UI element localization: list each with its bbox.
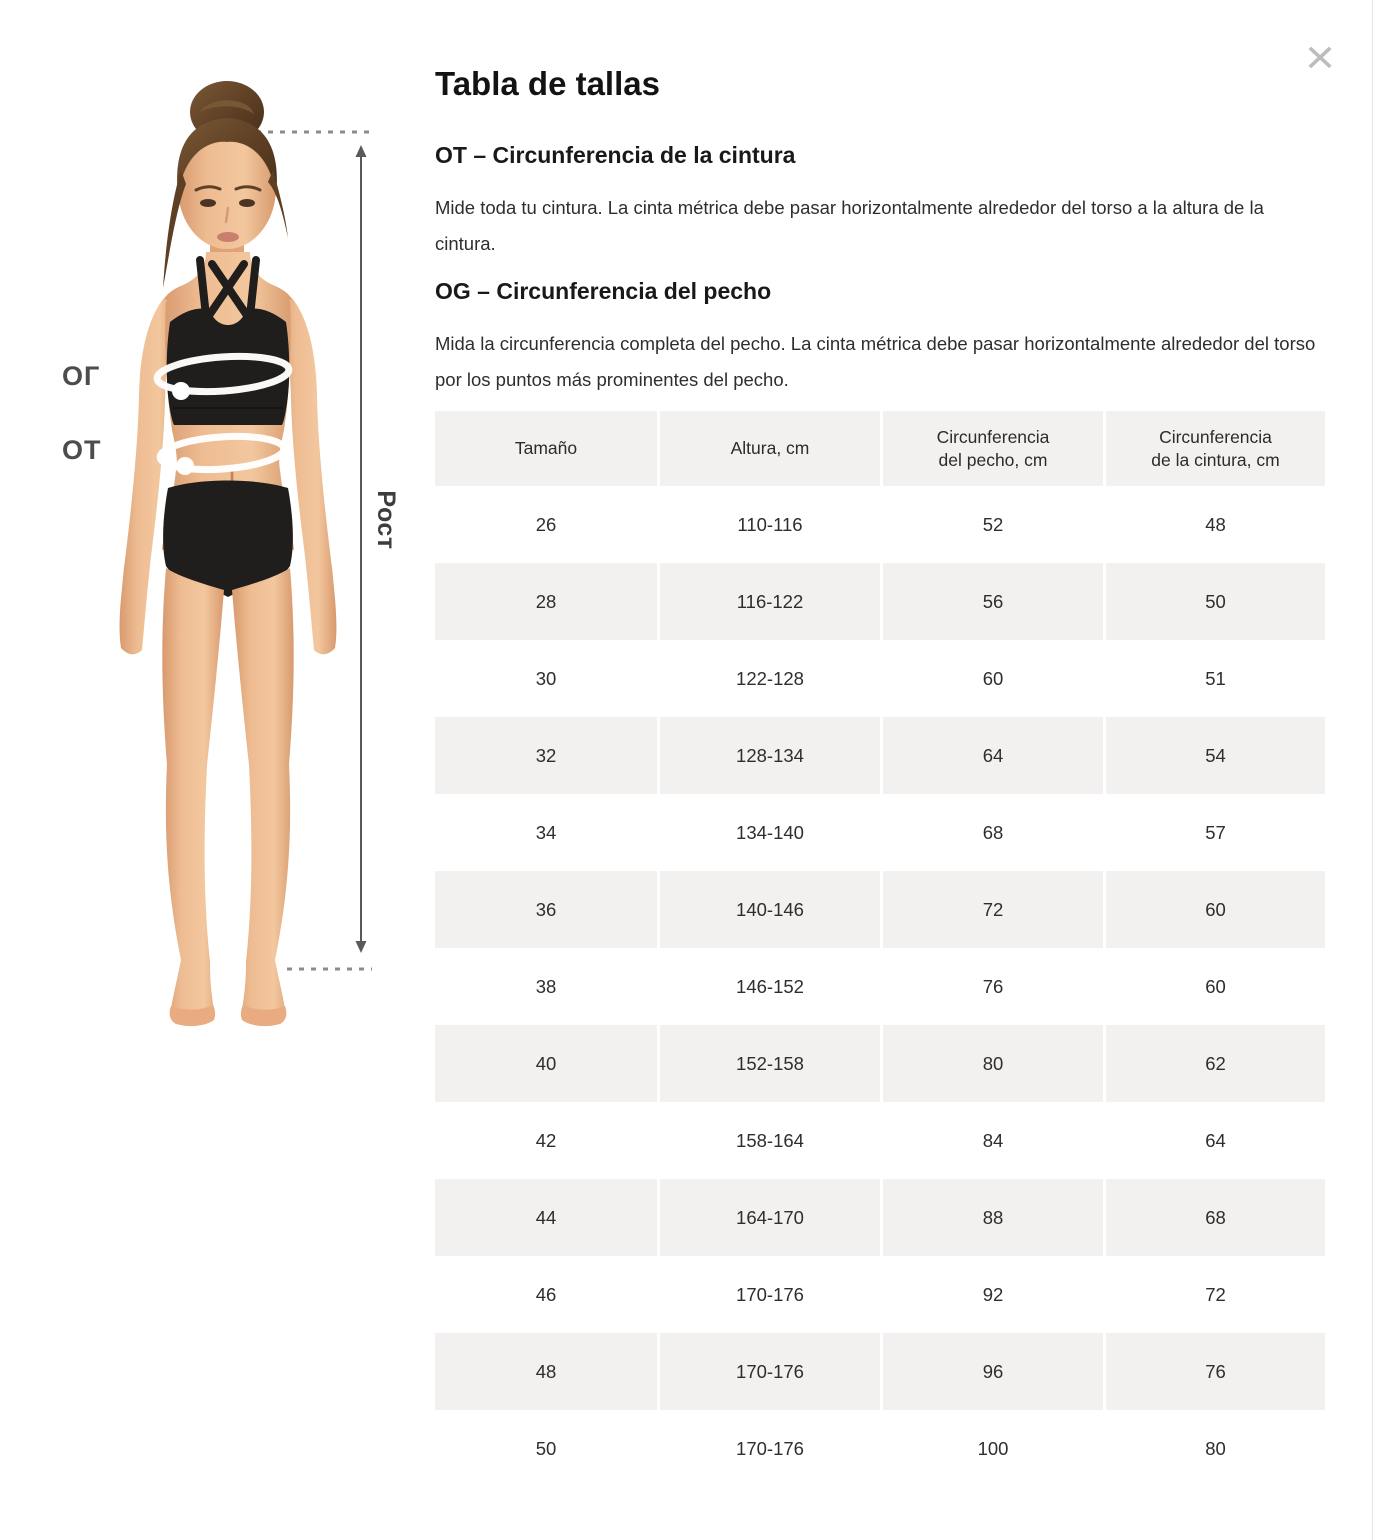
- table-cell: 158-164: [736, 1129, 804, 1151]
- table-cell: 32: [435, 717, 657, 794]
- figure-illustration: [0, 0, 430, 1080]
- table-row: [435, 1102, 1325, 1179]
- table-cell: 50: [1106, 563, 1325, 640]
- table-cell: 30: [535, 667, 557, 689]
- table-row: [435, 717, 1325, 794]
- table-cell: 68: [1106, 1179, 1325, 1256]
- table-cell: 46: [535, 1283, 557, 1305]
- table-cell: 48: [435, 1333, 657, 1410]
- height-arrow: [356, 145, 367, 953]
- close-icon: ×: [1304, 31, 1336, 85]
- table-row: [435, 486, 1325, 563]
- table-cell: 116-122: [660, 563, 880, 640]
- table-cell: 50: [535, 1437, 557, 1459]
- table-cell: 68: [982, 821, 1004, 843]
- table-row: [435, 1025, 1325, 1102]
- table-cell: 96: [883, 1333, 1103, 1410]
- table-cell: 76: [1106, 1333, 1325, 1410]
- table-row: [435, 871, 1325, 948]
- table-row: [435, 1333, 1325, 1410]
- table-cell: 164-170: [660, 1179, 880, 1256]
- waist-girth-label: ОТ: [62, 435, 102, 465]
- table-cell: 80: [883, 1025, 1103, 1102]
- chest-section-body: Mida la circunferencia completa del pecho. La cinta métrica debe pasar horizontalmente alrededor del torso por los puntos más prominentes del pecho.: [435, 333, 1316, 390]
- table-cell: 26: [535, 513, 557, 535]
- page-title: Tabla de tallas: [435, 65, 660, 102]
- table-cell: 52: [982, 513, 1004, 535]
- table-cell: 140-146: [660, 871, 880, 948]
- table-cell: 128-134: [660, 717, 880, 794]
- table-cell: 64: [1205, 1129, 1226, 1151]
- table-cell: 152-158: [660, 1025, 880, 1102]
- table-cell: 72: [1205, 1283, 1226, 1305]
- table-cell: 54: [1106, 717, 1325, 794]
- table-cell: 92: [982, 1283, 1004, 1305]
- table-cell: 122-128: [736, 667, 804, 689]
- table-cell: 60: [982, 667, 1004, 689]
- body-silhouette: [120, 81, 337, 1026]
- table-row: [435, 1410, 1325, 1487]
- measurement-figure: [0, 0, 430, 1080]
- table-cell: 48: [1205, 513, 1226, 535]
- waist-section-heading: OT – Circunferencia de la cintura: [435, 142, 796, 168]
- waist-section-body: Mide toda tu cintura. La cinta métrica debe pasar horizontalmente alrededor del torso a la altura de la cintura.: [435, 197, 1264, 254]
- table-cell: 38: [535, 975, 557, 997]
- column-header: Circunferencia de la cintura, cm: [1106, 411, 1325, 486]
- table-cell: 170-176: [736, 1437, 804, 1459]
- size-chart-content: [435, 0, 1325, 1487]
- height-label: Рост: [372, 490, 400, 550]
- table-cell: 42: [535, 1129, 557, 1151]
- table-row: [435, 640, 1325, 717]
- table-cell: 60: [1205, 975, 1226, 997]
- table-row: [435, 794, 1325, 871]
- table-cell: 80: [1205, 1437, 1226, 1459]
- size-table-header-row: [435, 411, 1325, 486]
- column-header: Circunferencia del pecho, cm: [883, 411, 1103, 486]
- table-cell: 84: [982, 1129, 1004, 1151]
- table-cell: 36: [435, 871, 657, 948]
- column-header: Altura, cm: [660, 411, 880, 486]
- modal-edge-divider: [1372, 0, 1373, 1540]
- table-cell: 64: [883, 717, 1103, 794]
- table-cell: 110-116: [737, 513, 803, 535]
- table-cell: 76: [982, 975, 1004, 997]
- table-cell: 88: [883, 1179, 1103, 1256]
- table-cell: 170-176: [660, 1333, 880, 1410]
- table-cell: 146-152: [736, 975, 804, 997]
- size-table: [435, 411, 1325, 1487]
- table-cell: 57: [1205, 821, 1226, 843]
- table-row: [435, 948, 1325, 1025]
- table-cell: 62: [1106, 1025, 1325, 1102]
- table-row: [435, 563, 1325, 640]
- chest-girth-label: ОГ: [62, 361, 101, 391]
- table-cell: 170-176: [736, 1283, 804, 1305]
- table-cell: 134-140: [736, 821, 804, 843]
- size-table-body: [435, 486, 1325, 1487]
- column-header: Tamaño: [435, 411, 657, 486]
- table-cell: 28: [435, 563, 657, 640]
- table-cell: 100: [977, 1437, 1009, 1459]
- table-cell: 60: [1106, 871, 1325, 948]
- table-cell: 56: [883, 563, 1103, 640]
- table-cell: 40: [435, 1025, 657, 1102]
- table-row: [435, 1179, 1325, 1256]
- table-cell: 34: [535, 821, 557, 843]
- table-cell: 72: [883, 871, 1103, 948]
- table-cell: 44: [435, 1179, 657, 1256]
- chest-section-heading: OG – Circunferencia del pecho: [435, 278, 772, 304]
- table-cell: 51: [1205, 667, 1226, 689]
- table-row: [435, 1256, 1325, 1333]
